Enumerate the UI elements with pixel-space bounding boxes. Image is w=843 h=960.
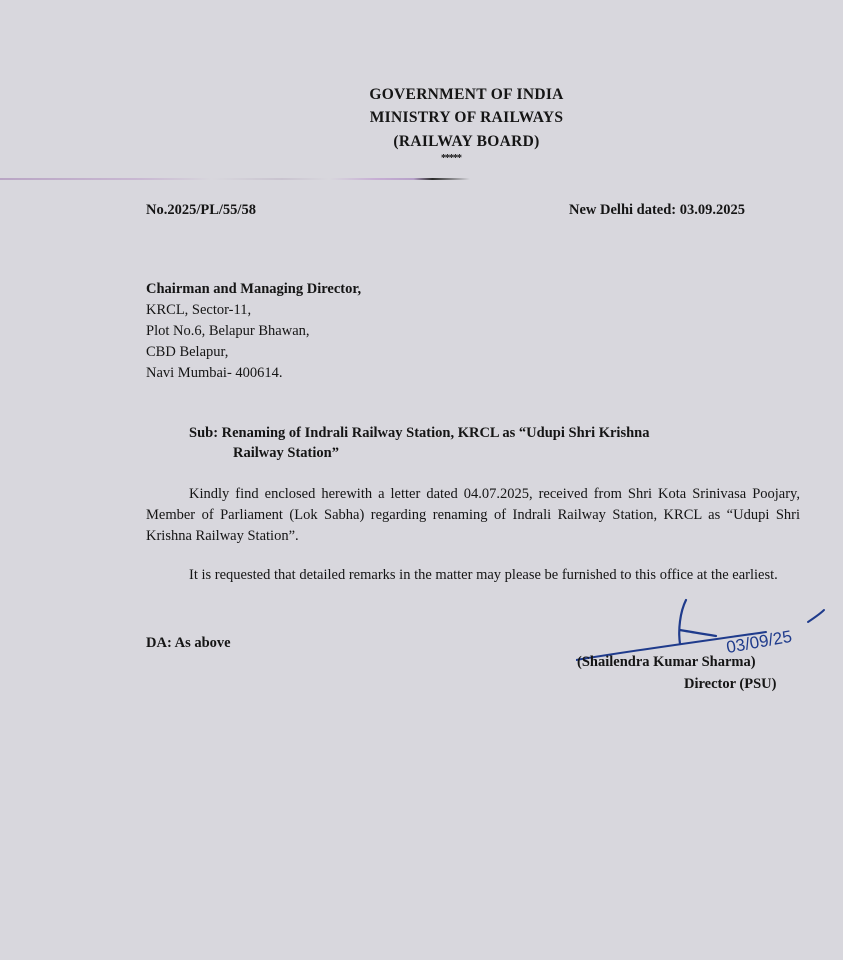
letterhead-board: (RAILWAY BOARD) (393, 133, 540, 150)
signature-date: 03/09/25 (724, 626, 794, 658)
enclosure-note: DA: As above (146, 635, 231, 651)
subject-line-1: Sub: Renaming of Indrali Railway Station, KRCL as “Udupi Shri Krishna (189, 425, 650, 441)
subject-line (189, 423, 809, 463)
addressee-line: CBD Belapur, (146, 344, 229, 360)
reference-number: No.2025/PL/55/58 (146, 202, 256, 218)
place-and-date: New Delhi dated: 03.09.2025 (569, 202, 746, 218)
body-paragraph-2 (146, 565, 800, 586)
signatory-name: (Shailendra Kumar Sharma) (577, 654, 756, 670)
addressee-block (146, 279, 361, 384)
subject-line-2: Railway Station” (233, 445, 339, 461)
addressee-line: KRCL, Sector-11, (146, 302, 252, 318)
letterhead-stars: ***** (441, 153, 461, 164)
addressee-line: Navi Mumbai- 400614. (146, 365, 283, 381)
letterhead-divider (0, 178, 470, 180)
body-paragraph-2-text: It is requested that detailed remarks in the matter may please be furnished to this office at the earliest. (189, 567, 778, 583)
body-paragraph-1 (146, 484, 800, 547)
signatory-designation: Director (PSU) (684, 676, 777, 692)
letterhead-government: GOVERNMENT OF INDIA (369, 86, 564, 103)
addressee-line: Plot No.6, Belapur Bhawan, (146, 323, 310, 339)
addressee-line: Chairman and Managing Director, (146, 281, 362, 297)
body-paragraph-1-text: Kindly find enclosed herewith a letter dated 04.07.2025, received from Shri Kota Srinivasa Poojary, Member of Parliament (Lok Sabha) regarding renaming of Indrali Railway Station, KRCL as “Udupi Shri Krishna Railway Station”. (146, 486, 800, 544)
letterhead-ministry: MINISTRY OF RAILWAYS (369, 109, 564, 126)
